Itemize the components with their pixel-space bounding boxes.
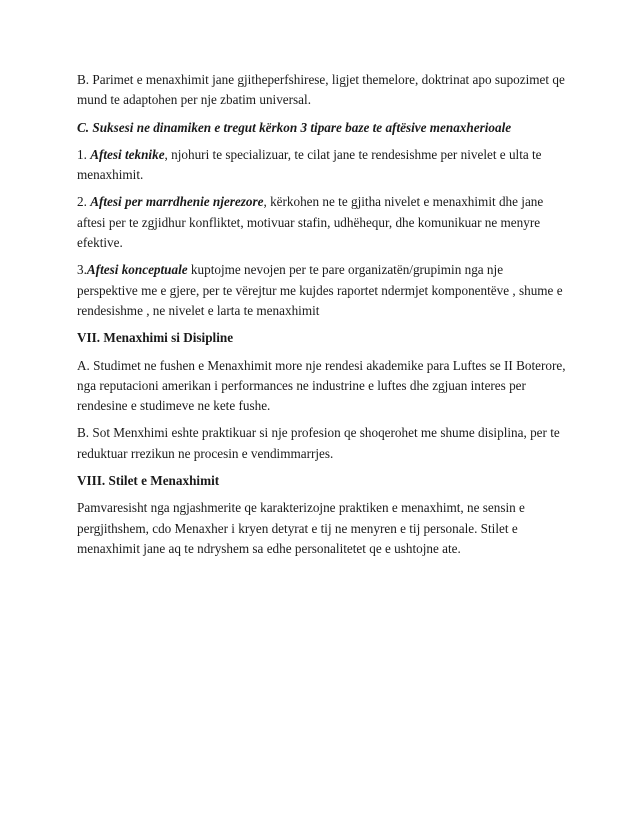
item-number: 3. xyxy=(77,262,87,278)
term-conceptual-skills: Aftesi konceptuale xyxy=(86,262,188,278)
paragraph-success-heading: C. Suksesi ne dinamiken e tregut kërkon 3 tipare baze te aftësive menaxherioale xyxy=(77,119,512,135)
section-heading-vii: VII. Menaxhimi si Disipline xyxy=(77,330,234,346)
paragraph-profession: B. Sot Menxhimi eshte praktikuar si nje profesion qe shoqerohet me shume disiplina, per te reduktuar rrezikun ne procesin e vendimmarrjes. xyxy=(77,425,560,461)
term-human-skills: Aftesi per marrdhenie njerezore xyxy=(90,194,264,210)
paragraph-principles: B. Parimet e menaxhimit jane gjitheperfshirese, ligjet themelore, doktrinat apo supozimet qe mund te adaptohen per nje zbatim universal. xyxy=(77,72,565,108)
item-text: , njohuri te specializuar, te cilat jane te rendesishme per nivelet e ulta te menaxhimit. xyxy=(77,146,542,183)
paragraph-technical-skills xyxy=(77,145,567,186)
document-body xyxy=(77,70,567,566)
term-technical-skills: Aftesi teknike xyxy=(90,146,165,162)
paragraph-studies: A. Studimet ne fushen e Menaxhimit more nje rendesi akademike para Luftes se II Boterore, nga reputacioni amerikan i performances ne industrine e luftes dhe zgjuan interes per rendesine e studimeve ne kete fushe. xyxy=(77,357,566,414)
item-number: 1. xyxy=(77,146,91,162)
item-number: 2. xyxy=(77,194,91,210)
paragraph-styles: Pamvaresisht nga ngjashmerite qe karakterizojne praktiken e menaxhimt, ne sensin e pergjithshem, cdo Menaxher i kryen detyrat e tij ne menyren e tij personale. Stilet e menaxhimit jane aq te ndryshem sa edhe personalitetet qe e ushtojne ate. xyxy=(77,500,525,556)
paragraph-human-skills xyxy=(77,192,567,253)
item-text: , kërkohen ne te gjitha nivelet e menaxhimit dhe jane aftesi per te zgjidhur konfliktet, motivuar stafin, udhëhequr, dhe komunikuar ne menyre efektive. xyxy=(77,194,544,251)
item-text: kuptojme nevojen per te pare organizatën/grupimin nga nje perspektive me e gjere, per te vërejtur me kujdes raportet ndermjet komponentëve , shume e rendesishme , ne nivelet e larta te menaxhimit xyxy=(77,262,563,318)
paragraph-conceptual-skills xyxy=(77,260,567,321)
section-heading-viii: VIII. Stilet e Menaxhimit xyxy=(77,473,220,489)
